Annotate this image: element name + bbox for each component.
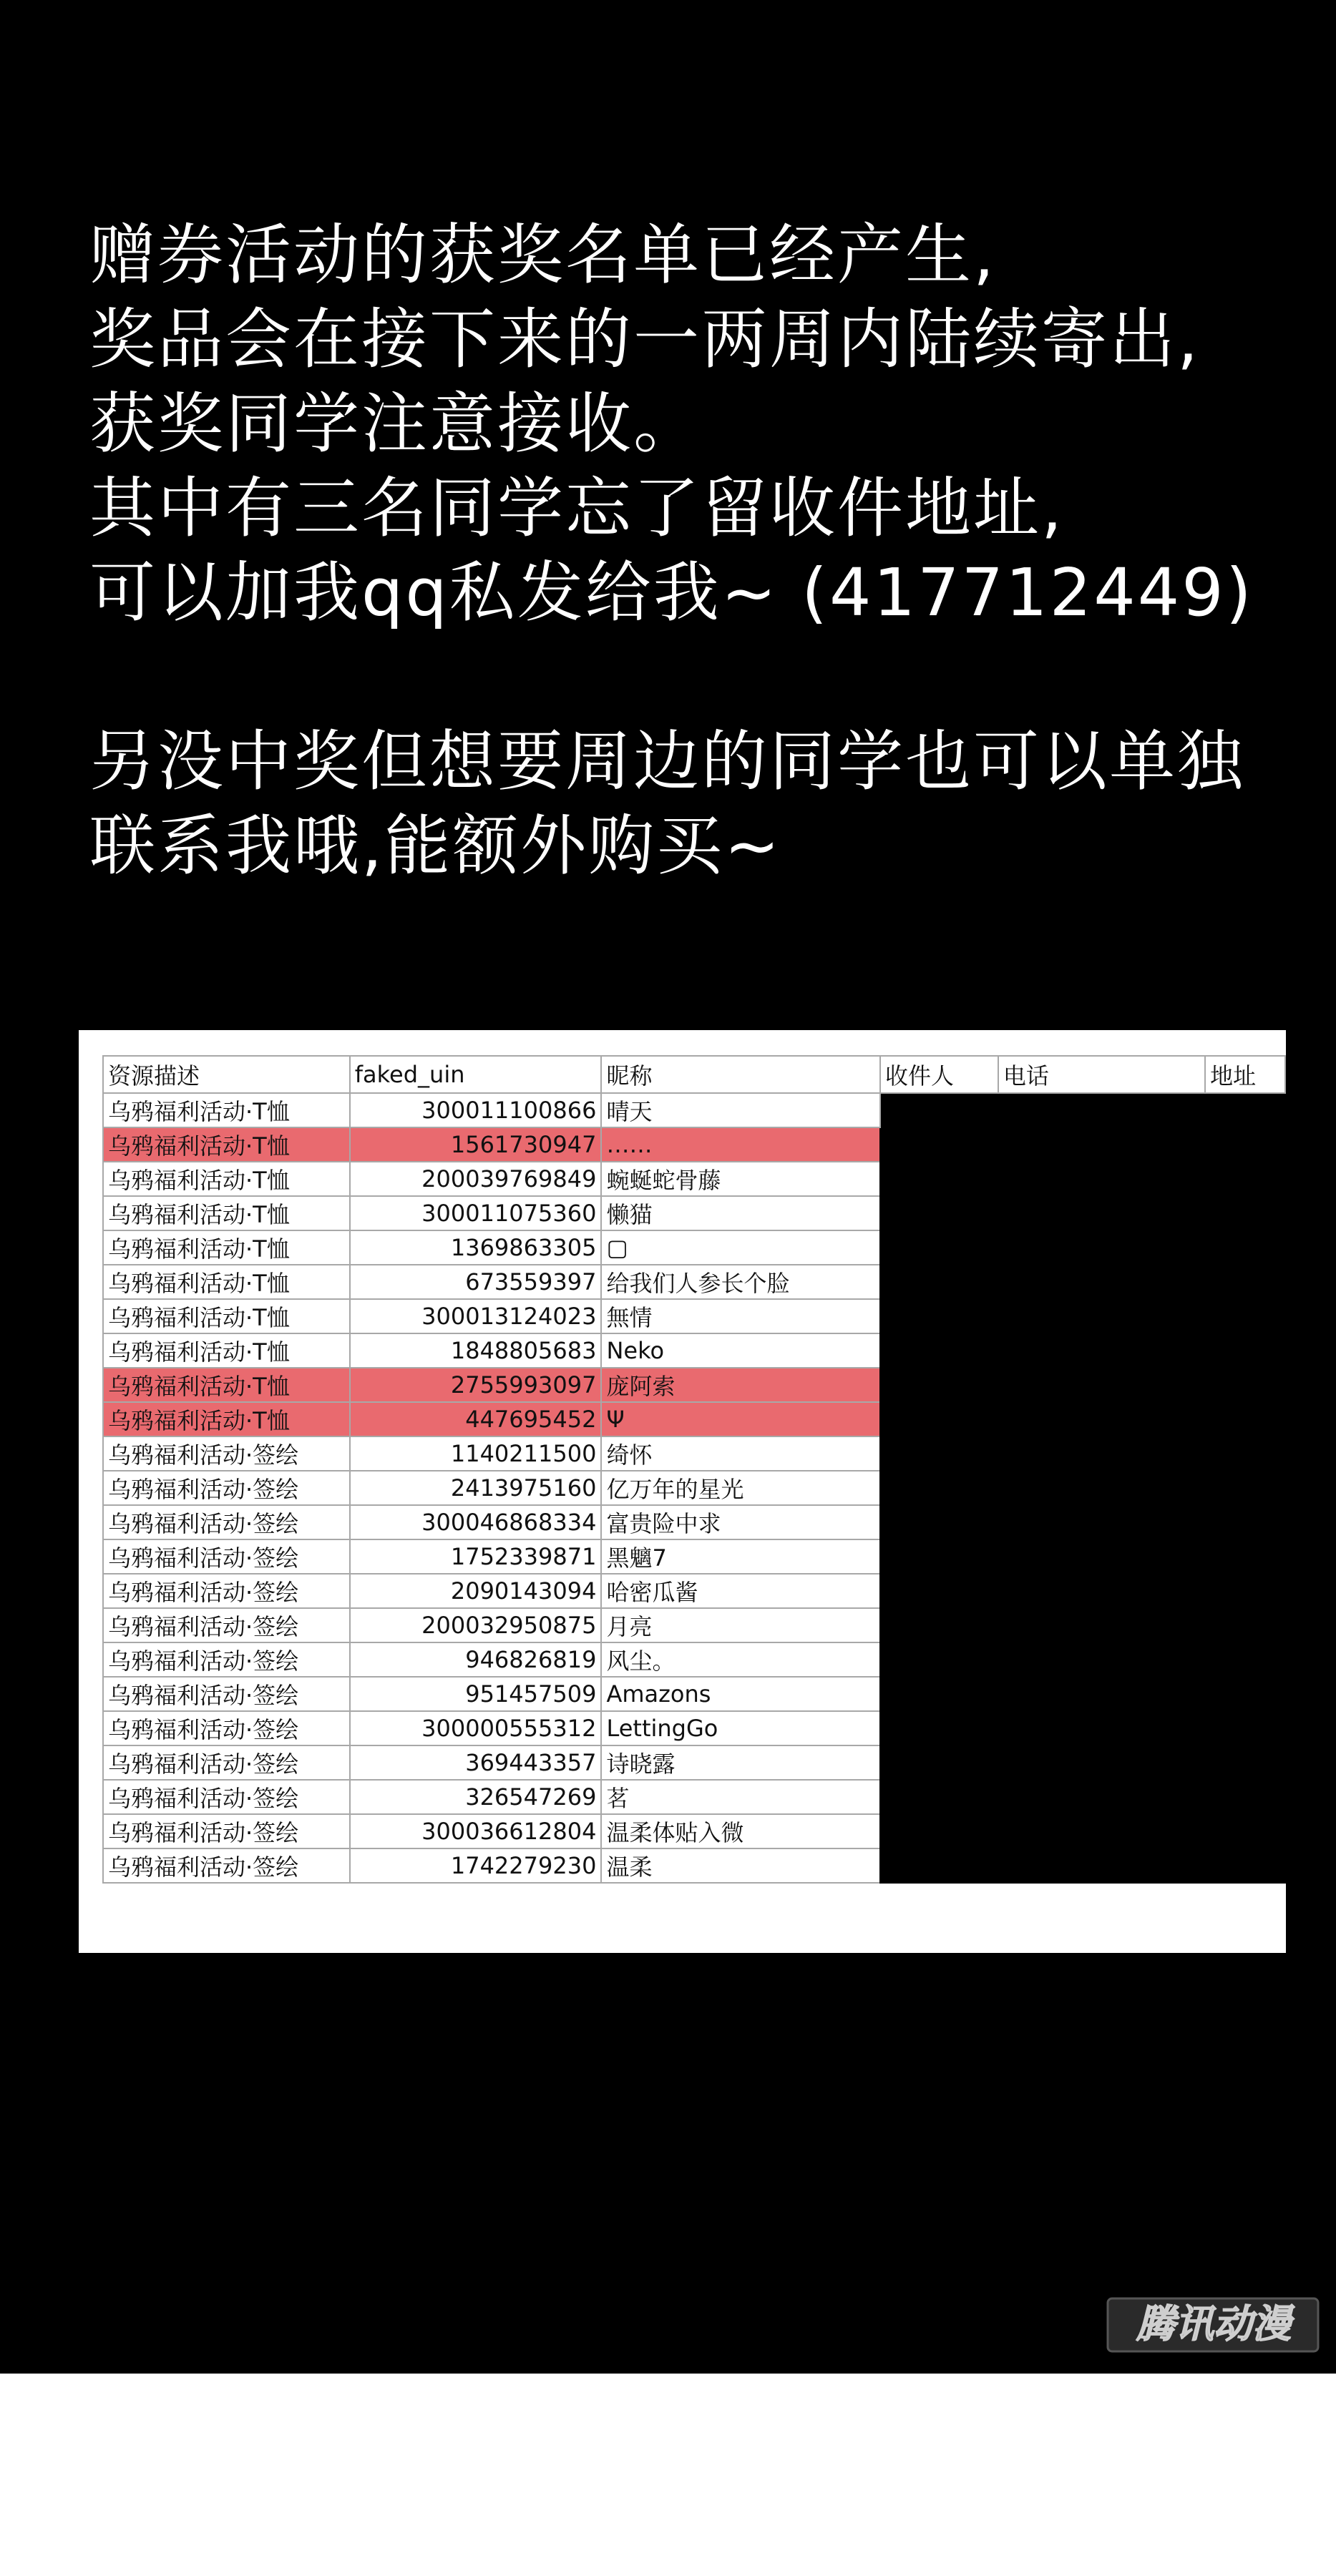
cell-nickname: 晴天 [601, 1093, 880, 1127]
cell-uin: 1848805683 [350, 1333, 602, 1368]
cell-uin: 200032950875 [350, 1608, 602, 1642]
cell-desc: 乌鸦福利活动·签绘 [103, 1745, 350, 1780]
cell-desc: 乌鸦福利活动·T恤 [103, 1196, 350, 1230]
announcement-line: 奖品会在接下来的一两周内陆续寄出, [89, 301, 1201, 378]
cell-desc: 乌鸦福利活动·签绘 [103, 1436, 350, 1471]
cell-desc: 乌鸦福利活动·T恤 [103, 1333, 350, 1368]
cell-uin: 300036612804 [350, 1814, 602, 1848]
cell-uin: 300046868334 [350, 1505, 602, 1539]
cell-uin: 200039769849 [350, 1162, 602, 1196]
cell-desc: 乌鸦福利活动·T恤 [103, 1402, 350, 1436]
cell-desc: 乌鸦福利活动·签绘 [103, 1608, 350, 1642]
cell-uin: 300013124023 [350, 1299, 602, 1333]
cell-desc: 乌鸦福利活动·签绘 [103, 1642, 350, 1677]
cell-nickname: Amazons [601, 1677, 880, 1711]
cell-nickname: 無情 [601, 1299, 880, 1333]
cell-uin: 369443357 [350, 1745, 602, 1780]
cell-nickname: 茗 [601, 1780, 880, 1814]
cell-nickname: LettingGo [601, 1711, 880, 1745]
winners-table [102, 1055, 1286, 1884]
cell-nickname: 给我们人参长个脸 [601, 1265, 880, 1299]
header-recipient: 收件人 [880, 1056, 998, 1093]
cell-uin: 2755993097 [350, 1368, 602, 1402]
cell-nickname: …… [601, 1127, 880, 1162]
cell-nickname: 温柔 [601, 1848, 880, 1883]
cell-desc: 乌鸦福利活动·签绘 [103, 1848, 350, 1883]
announcement-line: 获奖同学注意接收。 [89, 386, 702, 462]
cell-uin: 2413975160 [350, 1471, 602, 1505]
cell-uin: 946826819 [350, 1642, 602, 1677]
cell-uin: 1752339871 [350, 1539, 602, 1574]
cell-uin: 1742279230 [350, 1848, 602, 1883]
header-address: 地址 [1205, 1056, 1285, 1093]
announcement-spacer [89, 635, 1306, 720]
announcement-line: 可以加我qq私发给我~ (417712449) [89, 554, 1254, 631]
winners-spreadsheet [79, 1030, 1286, 1953]
cell-desc: 乌鸦福利活动·签绘 [103, 1814, 350, 1848]
cell-uin: 447695452 [350, 1402, 602, 1436]
cell-uin: 1369863305 [350, 1230, 602, 1265]
cell-desc: 乌鸦福利活动·T恤 [103, 1127, 350, 1162]
cell-nickname: 诗晓露 [601, 1745, 880, 1780]
table-body [103, 1093, 1285, 1883]
cell-nickname: 蜿蜒蛇骨藤 [601, 1162, 880, 1196]
cell-nickname: 风尘。 [601, 1642, 880, 1677]
announcement-line: 另没中奖但想要周边的同学也可以单独 [89, 723, 1246, 800]
cell-desc: 乌鸦福利活动·签绘 [103, 1677, 350, 1711]
cell-desc: 乌鸦福利活动·T恤 [103, 1162, 350, 1196]
cell-desc: 乌鸦福利活动·T恤 [103, 1265, 350, 1299]
cell-uin: 951457509 [350, 1677, 602, 1711]
cell-desc: 乌鸦福利活动·签绘 [103, 1711, 350, 1745]
cell-nickname: ▢ [601, 1230, 880, 1265]
cell-nickname: 庞阿索 [601, 1368, 880, 1402]
cell-desc: 乌鸦福利活动·签绘 [103, 1780, 350, 1814]
cell-uin: 2090143094 [350, 1574, 602, 1608]
cell-nickname: Ψ [601, 1402, 880, 1436]
cell-nickname: 富贵险中求 [601, 1505, 880, 1539]
watermark-text: 腾讯动漫 [1136, 2301, 1291, 2346]
cell-uin: 300011075360 [350, 1196, 602, 1230]
announcement-line: 赠券活动的获奖名单已经产生, [89, 217, 997, 293]
publisher-watermark-logo [1106, 2293, 1321, 2357]
cell-nickname: 哈密瓜酱 [601, 1574, 880, 1608]
cell-uin: 1140211500 [350, 1436, 602, 1471]
cell-nickname: Neko [601, 1333, 880, 1368]
redacted-contact-info [880, 1093, 1285, 1883]
cell-uin: 300000555312 [350, 1711, 602, 1745]
cell-desc: 乌鸦福利活动·签绘 [103, 1539, 350, 1574]
table-row [103, 1093, 1285, 1127]
cell-desc: 乌鸦福利活动·T恤 [103, 1368, 350, 1402]
cell-nickname: 黑魑7 [601, 1539, 880, 1574]
cell-desc: 乌鸦福利活动·签绘 [103, 1505, 350, 1539]
cell-desc: 乌鸦福利活动·T恤 [103, 1299, 350, 1333]
header-nickname: 昵称 [601, 1056, 880, 1093]
announcement-line: 其中有三名同学忘了留收件地址, [89, 470, 1065, 547]
cell-nickname: 温柔体贴入微 [601, 1814, 880, 1848]
cell-uin: 1561730947 [350, 1127, 602, 1162]
cell-nickname: 月亮 [601, 1608, 880, 1642]
cell-uin: 673559397 [350, 1265, 602, 1299]
table-header-row [103, 1056, 1285, 1093]
cell-uin: 326547269 [350, 1780, 602, 1814]
announcement-line: 联系我哦,能额外购买~ [89, 808, 782, 884]
cell-nickname: 亿万年的星光 [601, 1471, 880, 1505]
cell-uin: 300011100866 [350, 1093, 602, 1127]
announcement-text [89, 213, 1306, 888]
header-phone: 电话 [998, 1056, 1205, 1093]
header-desc: 资源描述 [103, 1056, 350, 1093]
cell-nickname: 绮怀 [601, 1436, 880, 1471]
cell-desc: 乌鸦福利活动·签绘 [103, 1574, 350, 1608]
cell-desc: 乌鸦福利活动·T恤 [103, 1093, 350, 1127]
header-uin: faked_uin [350, 1056, 602, 1093]
cell-nickname: 懒猫 [601, 1196, 880, 1230]
cell-desc: 乌鸦福利活动·T恤 [103, 1230, 350, 1265]
cell-desc: 乌鸦福利活动·签绘 [103, 1471, 350, 1505]
